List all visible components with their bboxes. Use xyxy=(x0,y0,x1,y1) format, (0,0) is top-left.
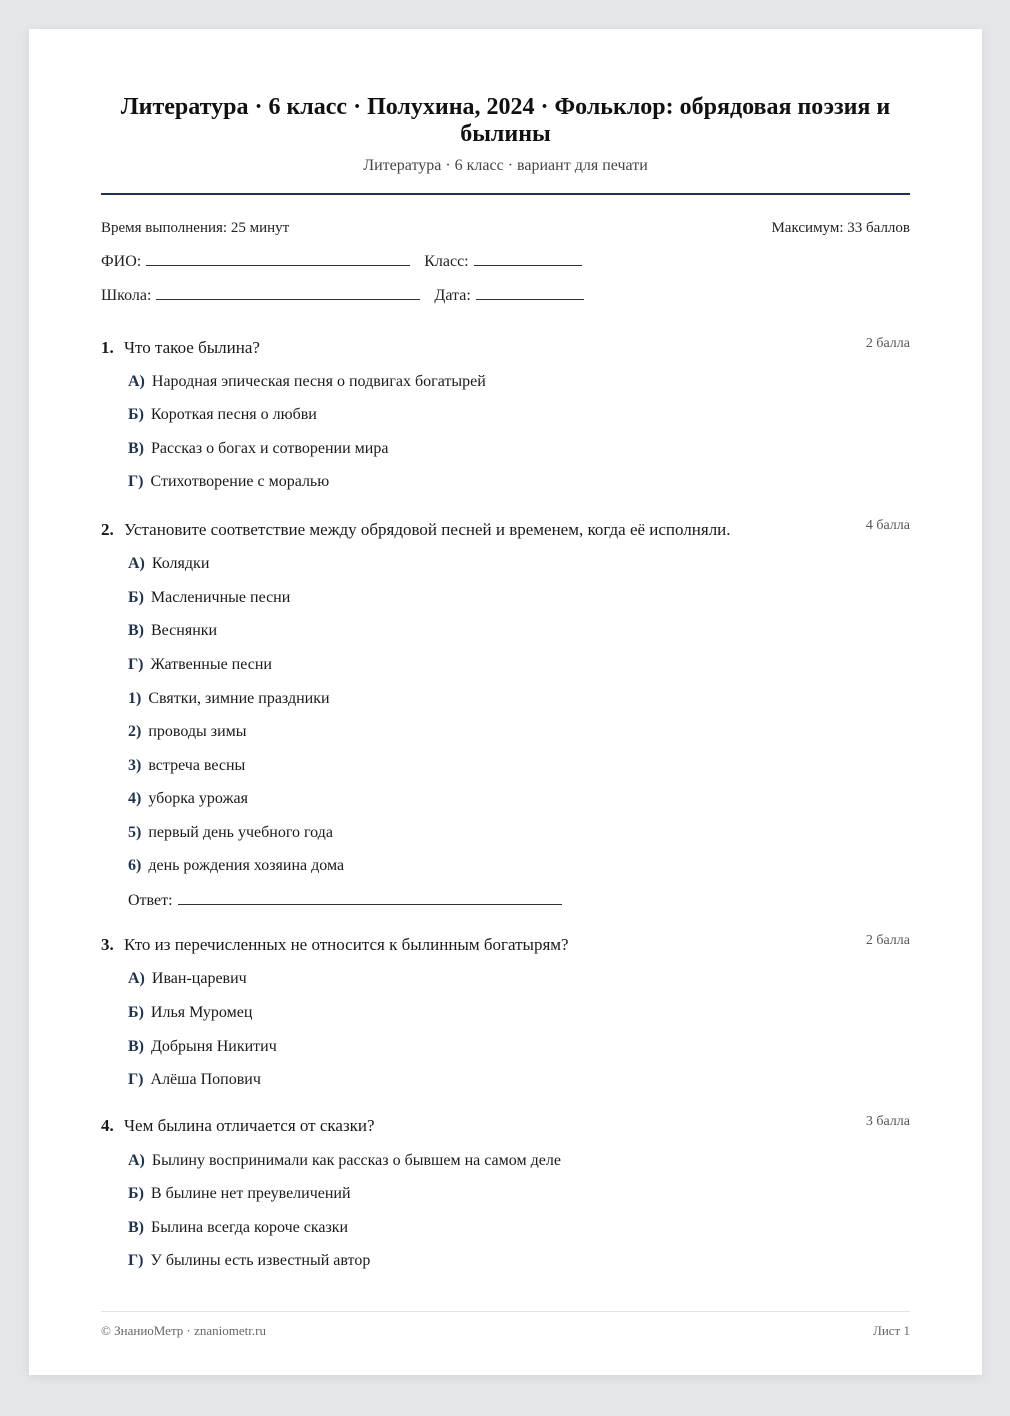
option-text: Стихотворение с моралью xyxy=(150,473,330,490)
option-text: Народная эпическая песня о подвигах богатырей xyxy=(151,373,486,390)
question-text: Что такое былина? xyxy=(124,338,260,357)
option-text: Масленичные песни xyxy=(150,589,291,606)
page-subtitle: Литература · 6 класс · вариант для печати xyxy=(363,157,648,174)
class-label: Класс: xyxy=(424,253,469,270)
option-number: 4) xyxy=(128,790,142,807)
fio-field[interactable] xyxy=(146,264,410,266)
option-letter: В) xyxy=(128,440,144,457)
answer-field[interactable] xyxy=(178,903,562,905)
option-text: Иван-царевич xyxy=(151,970,247,987)
question-3 xyxy=(101,933,910,1088)
max-score: Максимум: 33 баллов xyxy=(771,220,910,236)
option-text: Святки, зимние праздники xyxy=(148,690,330,707)
answer-option[interactable] xyxy=(128,406,317,424)
answer-option[interactable] xyxy=(128,373,486,391)
class-field[interactable] xyxy=(474,264,582,266)
option-text: Колядки xyxy=(151,555,210,572)
question-text: Кто из перечисленных не относится к былинным богатырям? xyxy=(124,935,569,954)
question-header xyxy=(101,520,910,542)
option-text: Рассказ о богах и сотворении мира xyxy=(151,440,389,457)
option-number: 3) xyxy=(128,757,142,774)
option-letter: В) xyxy=(128,622,144,639)
answer-option[interactable] xyxy=(128,970,247,988)
question-points: 2 балла xyxy=(865,336,910,351)
answer-option[interactable] xyxy=(128,473,329,491)
match-target xyxy=(128,690,330,708)
match-item xyxy=(128,555,209,573)
question-points: 2 балла xyxy=(865,933,910,948)
answer-option[interactable] xyxy=(128,1038,277,1056)
match-target xyxy=(128,857,344,875)
option-text: У былины есть известный автор xyxy=(150,1252,371,1269)
question-number: 3. xyxy=(101,935,114,954)
option-letter: В) xyxy=(128,1038,144,1055)
option-letter: А) xyxy=(128,555,145,572)
answer-option[interactable] xyxy=(128,440,388,458)
answer-option[interactable] xyxy=(128,1219,348,1237)
option-text: проводы зимы xyxy=(148,723,247,740)
option-letter: Б) xyxy=(128,589,144,606)
option-letter: А) xyxy=(128,373,145,390)
footer-copyright: © ЗнаниоМетр · znaniometr.ru xyxy=(101,1323,266,1338)
question-text: Чем былина отличается от сказки? xyxy=(124,1116,375,1135)
header-divider xyxy=(101,193,910,195)
question-header xyxy=(101,1116,910,1138)
footer-page-number: Лист 1 xyxy=(873,1323,910,1338)
option-number: 2) xyxy=(128,723,142,740)
answer-row xyxy=(128,892,562,910)
answer-option[interactable] xyxy=(128,1004,252,1022)
option-text: В былине нет преувеличений xyxy=(150,1185,351,1202)
option-letter: Г) xyxy=(128,1252,144,1269)
option-text: Жатвенные песни xyxy=(150,656,272,673)
question-number: 2. xyxy=(101,520,114,539)
option-letter: Б) xyxy=(128,1004,144,1021)
match-item xyxy=(128,656,272,674)
option-letter: Б) xyxy=(128,406,144,423)
match-target xyxy=(128,723,247,741)
answer-option[interactable] xyxy=(128,1071,261,1089)
option-text: Былину воспринимали как рассказ о бывшем на самом деле xyxy=(151,1152,561,1169)
option-text: встреча весны xyxy=(148,757,246,774)
page-title: Литература · 6 класс · Полухина, 2024 · Фольклор: обрядовая поэзия и былины xyxy=(120,94,891,147)
option-letter: В) xyxy=(128,1219,144,1236)
option-number: 1) xyxy=(128,690,142,707)
option-text: Добрыня Никитич xyxy=(151,1038,277,1055)
option-text: Алёша Попович xyxy=(150,1071,261,1088)
date-field[interactable] xyxy=(476,298,584,300)
option-number: 6) xyxy=(128,857,142,874)
option-text: Илья Муромец xyxy=(150,1004,253,1021)
fio-class-row xyxy=(101,253,582,271)
option-text: Короткая песня о любви xyxy=(150,406,317,423)
date-label: Дата: xyxy=(434,287,471,304)
match-target xyxy=(128,790,248,808)
answer-option[interactable] xyxy=(128,1252,370,1270)
footer-divider xyxy=(101,1311,910,1312)
question-number: 1. xyxy=(101,338,114,357)
option-letter: Г) xyxy=(128,656,144,673)
school-date-row xyxy=(101,287,584,305)
question-text: Установите соответствие между обрядовой песней и временем, когда её исполняли. xyxy=(124,520,731,539)
question-1 xyxy=(101,336,910,490)
question-4 xyxy=(101,1114,910,1269)
answer-option[interactable] xyxy=(128,1185,351,1203)
answer-option[interactable] xyxy=(128,1152,561,1170)
option-text: уборка урожая xyxy=(148,790,249,807)
school-label: Школа: xyxy=(101,287,152,304)
match-item xyxy=(128,622,217,640)
question-header xyxy=(101,935,910,957)
option-letter: А) xyxy=(128,970,145,987)
match-item xyxy=(128,589,290,607)
question-points: 3 балла xyxy=(865,1114,910,1129)
question-number: 4. xyxy=(101,1116,114,1135)
option-text: Веснянки xyxy=(151,622,218,639)
option-number: 5) xyxy=(128,824,142,841)
question-header xyxy=(101,338,910,360)
question-2 xyxy=(101,518,910,909)
school-field[interactable] xyxy=(156,298,420,300)
match-target xyxy=(128,824,333,842)
option-text: первый день учебного года xyxy=(148,824,333,841)
option-text: день рождения хозяина дома xyxy=(148,857,345,874)
option-letter: Г) xyxy=(128,1071,144,1088)
time-limit: Время выполнения: 25 минут xyxy=(101,220,290,236)
answer-label: Ответ: xyxy=(128,892,173,909)
option-letter: Б) xyxy=(128,1185,144,1202)
worksheet-page xyxy=(29,29,982,1375)
option-letter: А) xyxy=(128,1152,145,1169)
option-text: Былина всегда короче сказки xyxy=(151,1219,349,1236)
option-letter: Г) xyxy=(128,473,144,490)
match-target xyxy=(128,757,245,775)
fio-label: ФИО: xyxy=(101,253,142,270)
question-points: 4 балла xyxy=(865,518,910,533)
